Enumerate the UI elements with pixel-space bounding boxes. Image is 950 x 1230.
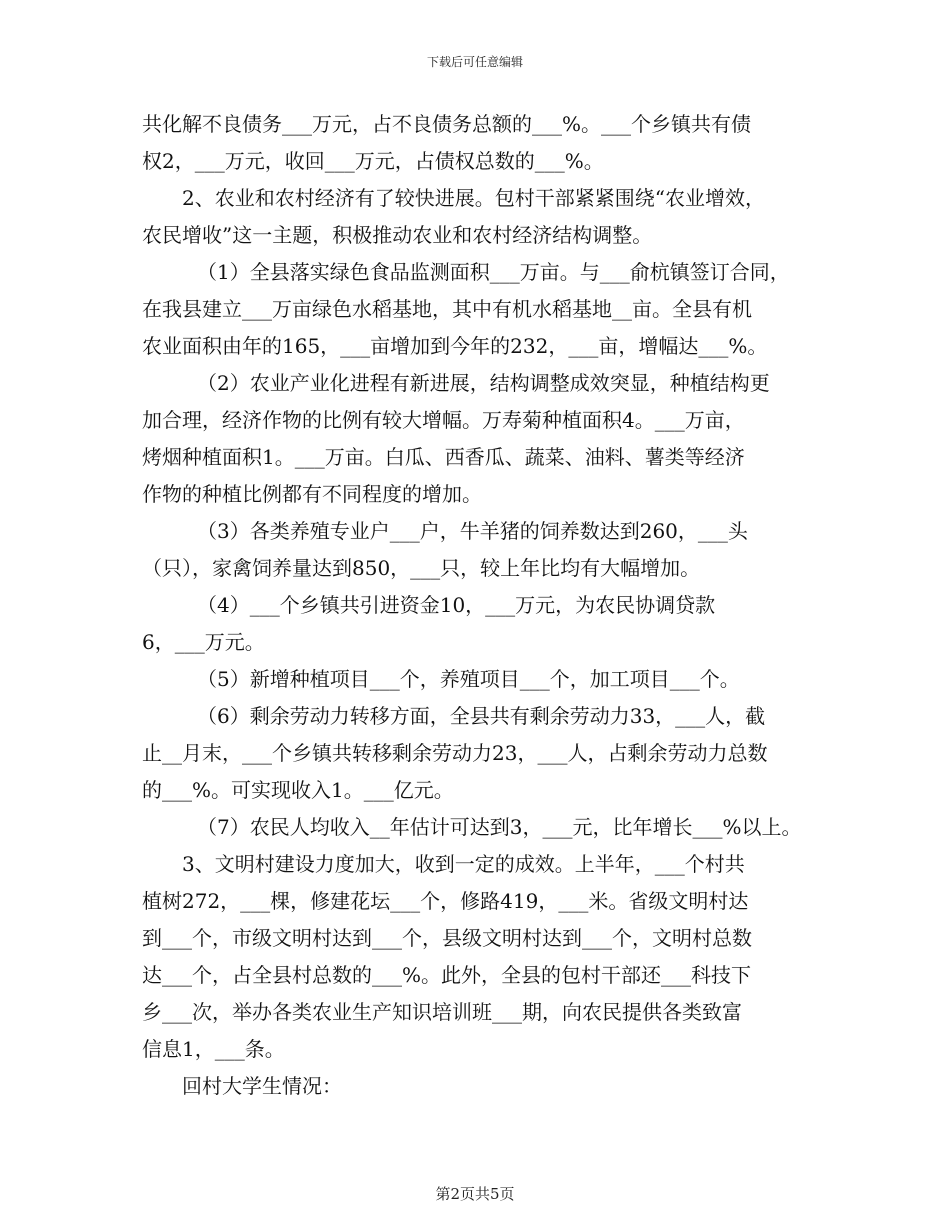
text-line: 在我县建立___万亩绿色水稻基地，其中有机水稻基地__亩。全县有机 <box>142 297 752 321</box>
text-line: 共化解不良债务___万元，占不良债务总额的___%。___个乡镇共有债 <box>142 112 752 136</box>
text-line: 农民增收”这一主题，积极推动农业和农村经济结构调整。 <box>142 223 653 247</box>
text-line: 止__月末，___个乡镇共转移剩余劳动力23，___人，占剩余劳动力总数 <box>142 741 768 765</box>
text-line: 加合理，经济作物的比例有较大增幅。万寿菊种植面积4。___万亩， <box>142 408 745 432</box>
text-line: 乡___次，举办各类农业生产知识培训班___期，向农民提供各类致富 <box>142 1000 742 1024</box>
text-line: 权2，___万元，收回___万元，占债权总数的___%。 <box>142 149 604 173</box>
text-line: 6，___万元。 <box>142 630 265 654</box>
text-line: 植树272，___棵，修建花坛___个，修路419，___米。省级文明村达 <box>142 889 749 913</box>
text-line: 2、农业和农村经济有了较快进展。包村干部紧紧围绕“农业增效， <box>182 186 765 210</box>
text-line: 作物的种植比例都有不同程度的增加。 <box>142 482 482 506</box>
text-line: （5）新增种植项目___个，养殖项目___个，加工项目___个。 <box>197 667 740 691</box>
text-line: （只），家禽饲养量达到850，___只，较上年比均有大幅增加。 <box>142 556 701 580</box>
document-body <box>142 106 842 1105</box>
text-line: 信息1，___条。 <box>142 1037 285 1061</box>
text-line: 3、文明村建设力度加大，收到一定的成效。上半年，___个村共 <box>182 852 745 876</box>
text-line: （6）剩余劳动力转移方面，全县共有剩余劳动力33，___人，截 <box>197 704 766 728</box>
text-line: 烤烟种植面积1。___万亩。白瓜、西香瓜、蔬菜、油料、薯类等经济 <box>142 445 745 469</box>
text-line: 达___个，占全县村总数的___%。此外，全县的包村干部还___科技下 <box>142 963 752 987</box>
text-line: 农业面积由年的165，___亩增加到今年的232，___亩，增幅达___%。 <box>142 334 768 358</box>
page-footer: 第2页共5页 <box>435 1185 515 1203</box>
text-line: （3）各类养殖专业户___户，牛羊猪的饲养数达到260，___头 <box>197 519 748 543</box>
text-line: 的___%。可实现收入1。___亿元。 <box>142 778 454 802</box>
text-line: （1）全县落实绿色食品监测面积___万亩。与___俞杭镇签订合同， <box>197 260 790 284</box>
text-line: （2）农业产业化进程有新进展，结构调整成效突显，种植结构更 <box>197 371 770 395</box>
page-header: 下载后可任意编辑 <box>426 55 523 69</box>
text-line: 回村大学生情况： <box>182 1074 342 1098</box>
text-line: （7）农民人均收入__年估计可达到3，___元，比年增长___%以上。 <box>197 815 802 839</box>
text-line: 到___个，市级文明村达到___个，县级文明村达到___个，文明村总数 <box>142 926 752 950</box>
text-line: （4）___个乡镇共引进资金10，___万元，为农民协调贷款 <box>197 593 716 617</box>
